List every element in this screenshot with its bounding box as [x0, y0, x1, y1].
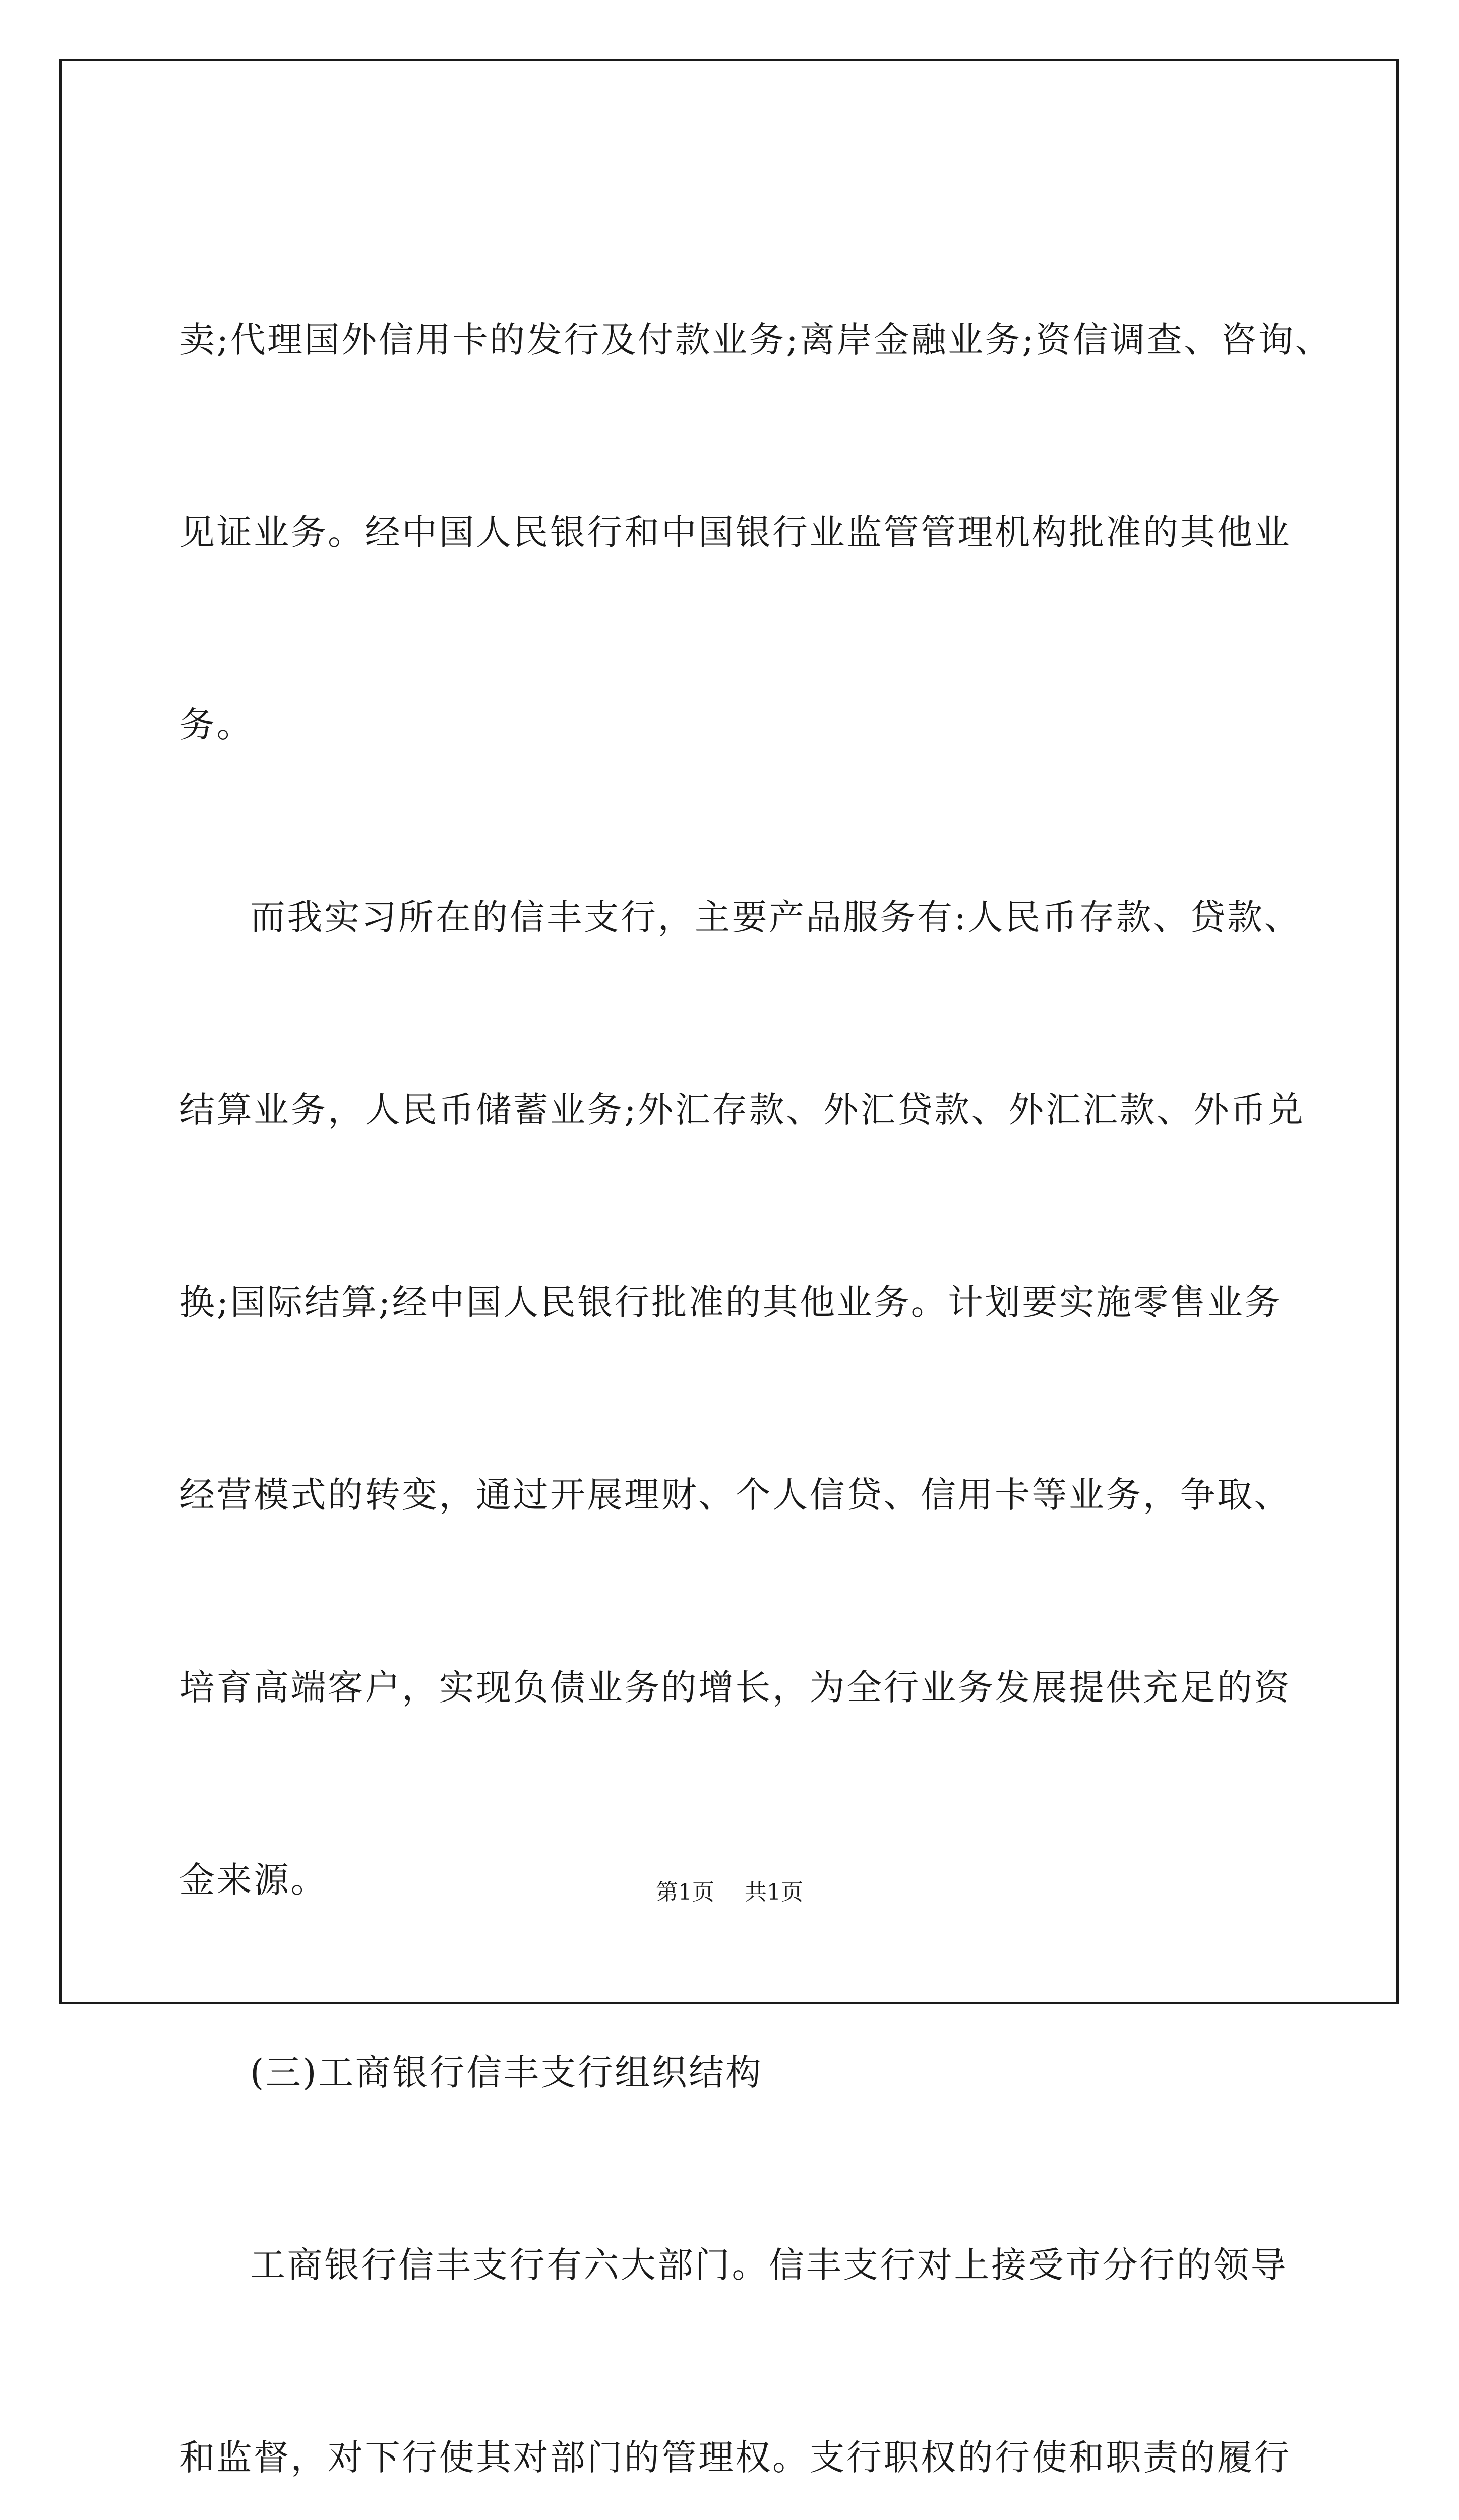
text-line: 金来源。 — [179, 1859, 328, 1901]
section-heading: (三)工商银行信丰支行组织结构 — [250, 2052, 763, 2093]
document-body — [179, 196, 1332, 2520]
paragraph-start-line: 工商银行信丰支行有六大部门。信丰支行对上接受市分行的领导 — [250, 2244, 1288, 2286]
page-footer — [0, 1874, 1459, 1906]
text-line: 和监督，对下行使其对部门的管理权。支行职权的行使和职责的履行 — [179, 2437, 1291, 2478]
text-line: 换;国际结算;经中国人民银行批准的其他业务。计划要实施零售业务 — [179, 1282, 1282, 1323]
page-total: 共1页 — [745, 1879, 803, 1905]
text-line: 培育高端客户，实现负债业务的增长，为全行业务发展提供充足的资 — [179, 1667, 1291, 1708]
text-line: 结算业务，人民币储蓄业务;外汇存款、外汇贷款、外汇汇款、外币兑 — [179, 1089, 1305, 1130]
paragraph-start-line: 而我实习所在的信丰支行，主要产品服务有:人民币存款、贷款、 — [250, 897, 1302, 938]
page-number: 第1页 — [656, 1879, 714, 1905]
text-line: 见证业务。经中国人民银行和中国银行业监管管理机构批准的其他业 — [179, 512, 1291, 553]
text-line: 经营模式的转变，通过开展理财、个人信贷、信用卡等业务，争取、 — [179, 1474, 1291, 1516]
text-line: 卖;代理国外信用卡的发行及付款业务;离岸金融业务;资信调查、咨询、 — [179, 319, 1332, 360]
text-line: 务。 — [179, 704, 254, 745]
